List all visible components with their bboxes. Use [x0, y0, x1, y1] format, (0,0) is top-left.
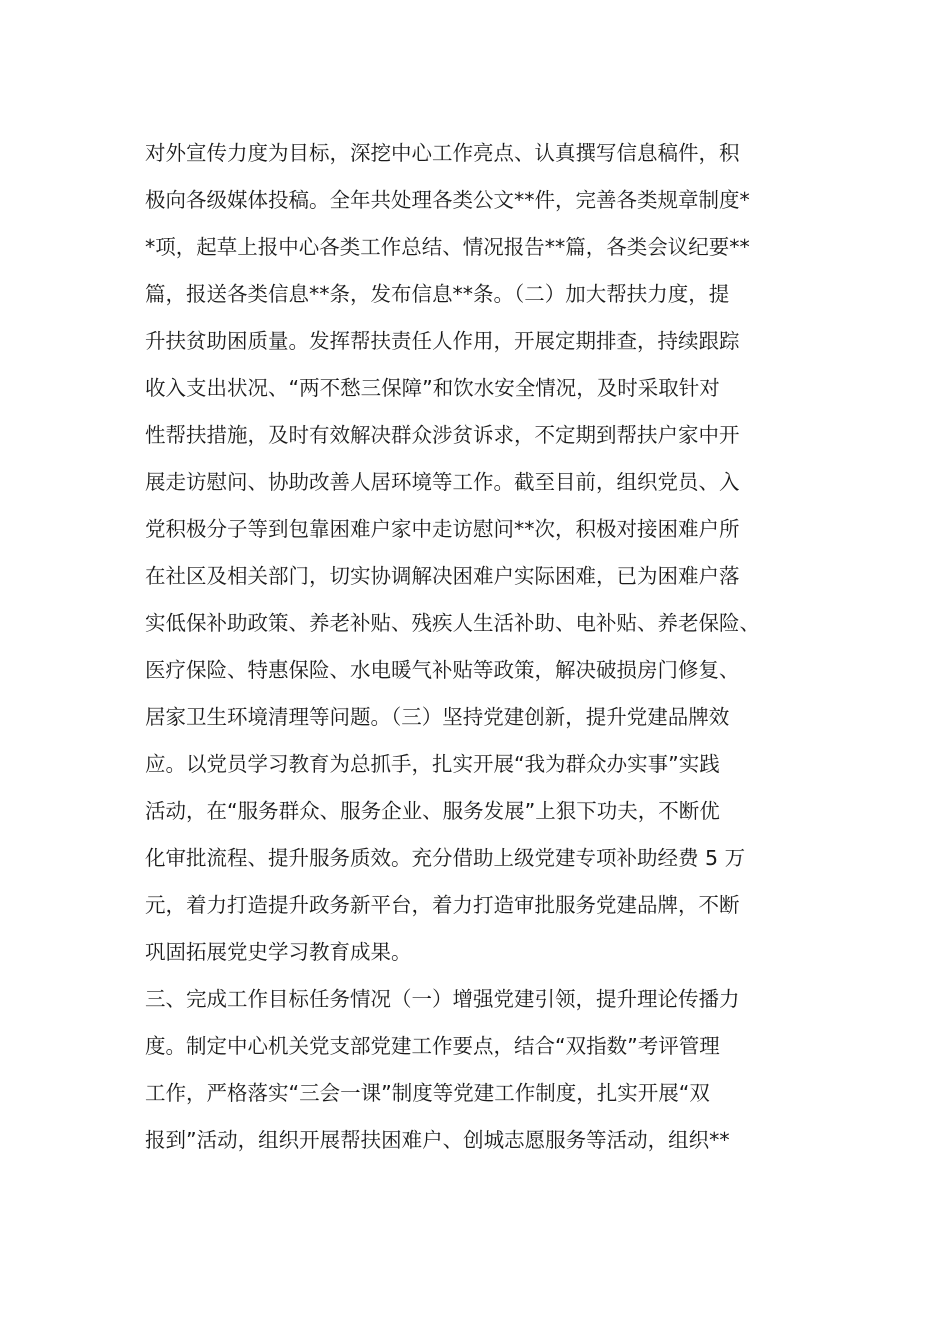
text-line: 实低保补助政策、养老补贴、残疾人生活补助、电补贴、养老保险、	[145, 611, 760, 635]
text-line: 巩固拓展党史学习教育成果。	[145, 940, 412, 964]
text-line: 活动，在“服务群众、服务企业、服务发展”上狠下功夫，不断优	[145, 799, 720, 823]
text-line: 化审批流程、提升服务质效。充分借助上级党建专项补助经费 5 万	[145, 846, 746, 870]
text-line: 对外宣传力度为目标，深挖中心工作亮点、认真撰写信息稿件，积	[145, 141, 740, 165]
text-line: 展走访慰问、协助改善人居环境等工作。截至目前，组织党员、入	[145, 470, 740, 494]
text-line: 升扶贫助困质量。发挥帮扶责任人作用，开展定期排查，持续跟踪	[145, 329, 740, 353]
text-line: 性帮扶措施，及时有效解决群众涉贫诉求，不定期到帮扶户家中开	[145, 423, 740, 447]
text-line: 报到”活动，组织开展帮扶困难户、创城志愿服务等活动，组织**	[145, 1128, 730, 1152]
text-line: 极向各级媒体投稿。全年共处理各类公文**件，完善各类规章制度*	[145, 188, 750, 212]
text-line: *项，起草上报中心各类工作总结、情况报告**篇，各类会议纪要**	[145, 235, 750, 259]
text-line: 收入支出状况、“两不愁三保障”和饮水安全情况，及时采取针对	[145, 376, 720, 400]
text-line: 在社区及相关部门，切实协调解决困难户实际困难，已为困难户落	[145, 564, 740, 588]
text-line: 度。制定中心机关党支部党建工作要点，结合“双指数”考评管理	[145, 1034, 720, 1058]
section-heading-line: 三、完成工作目标任务情况（一）增强党建引领，提升理论传播力	[145, 987, 740, 1011]
text-line: 党积极分子等到包靠困难户家中走访慰问**次，积极对接困难户所	[145, 517, 740, 541]
text-line: 元，着力打造提升政务新平台，着力打造审批服务党建品牌，不断	[145, 893, 740, 917]
text-line: 居家卫生环境清理等问题。（三）坚持党建创新，提升党建品牌效	[145, 705, 730, 729]
text-line: 工作，严格落实“三会一课”制度等党建工作制度，扎实开展“双	[145, 1081, 710, 1105]
text-line: 医疗保险、特惠保险、水电暖气补贴等政策，解决破损房门修复、	[145, 658, 740, 682]
text-line: 篇，报送各类信息**条，发布信息**条。（二）加大帮扶力度，提	[145, 282, 730, 306]
text-line: 应。以党员学习教育为总抓手，扎实开展“我为群众办实事”实践	[145, 752, 720, 776]
